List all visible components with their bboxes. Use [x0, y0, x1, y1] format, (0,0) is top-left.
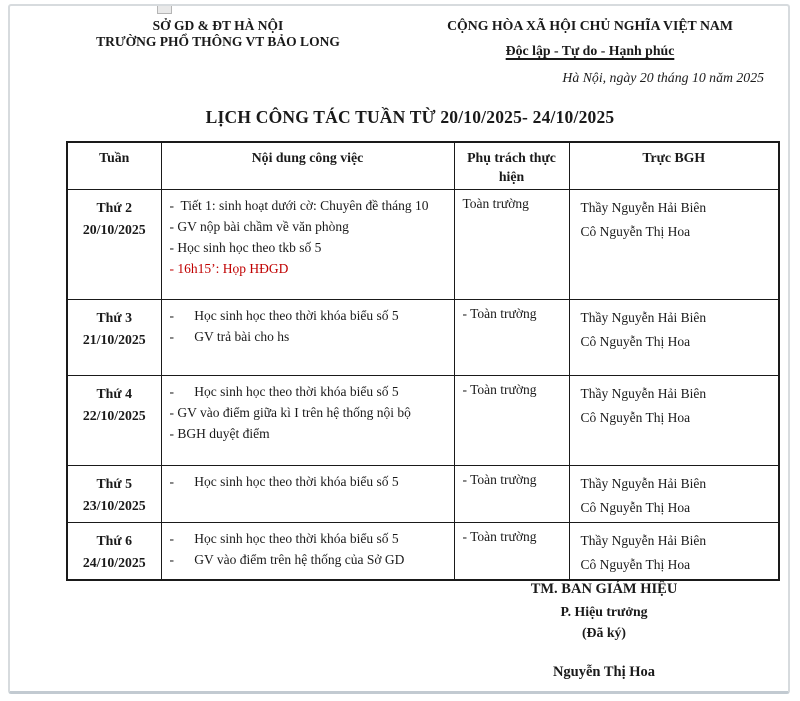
signoff-on-behalf: TM. BAN GIÁM HIỆU [530, 581, 678, 597]
duty-cell [569, 522, 779, 580]
tasks-cell [161, 189, 454, 299]
day-label: Thứ 5 [96, 475, 132, 491]
task-line: - Học sinh học theo tkb số 5 [169, 239, 322, 255]
duty-person: Thầy Nguyễn Hải Biên [580, 385, 707, 401]
duty-person: Cô Nguyễn Thị Hoa [580, 499, 691, 515]
column-header-week: Tuần [67, 142, 161, 189]
tasks-cell [161, 522, 454, 580]
task-line: - GV nộp bài chầm về văn phòng [169, 218, 349, 234]
date-label: 22/10/2025 [82, 407, 146, 423]
task-line: - GV vào điểm trên hệ thống của Sở GD [169, 551, 405, 567]
table-row [67, 522, 779, 580]
date-label: 21/10/2025 [82, 331, 146, 347]
day-cell [67, 189, 161, 299]
task-line: - Tiết 1: sinh hoạt dưới cờ: Chuyên đề tháng 10 [169, 197, 429, 213]
task-line-highlighted: - 16h15’: Họp HĐGD [169, 260, 289, 276]
in-charge-cell: - Toàn trường [454, 375, 569, 465]
top-edge-artifact [157, 6, 172, 14]
tasks-cell [161, 465, 454, 522]
task-line: - Học sinh học theo thời khóa biểu số 5 [169, 530, 399, 546]
in-charge-cell: - Toàn trường [454, 522, 569, 580]
duty-person: Thầy Nguyễn Hải Biên [580, 532, 707, 548]
day-label: Thứ 6 [96, 532, 132, 548]
table-row [67, 465, 779, 522]
duty-person: Cô Nguyễn Thị Hoa [580, 333, 691, 349]
duty-person: Thầy Nguyễn Hải Biên [580, 309, 707, 325]
day-cell [67, 522, 161, 580]
table-row [67, 189, 779, 299]
duty-person: Cô Nguyễn Thị Hoa [580, 223, 691, 239]
signoff-signed-note: (Đã ký) [581, 625, 627, 640]
duty-person: Cô Nguyễn Thị Hoa [580, 409, 691, 425]
date-label: 20/10/2025 [82, 221, 146, 237]
national-motto: Độc lập - Tự do - Hạnh phúc [505, 43, 675, 58]
table-row [67, 375, 779, 465]
country-name: CỘNG HÒA XÃ HỘI CHỦ NGHĨA VIỆT NAM [447, 18, 733, 33]
column-header-duty-bgh: Trực BGH [569, 142, 779, 189]
day-label: Thứ 2 [96, 199, 132, 215]
date-label: 23/10/2025 [82, 497, 146, 513]
task-line: - GV trả bài cho hs [169, 328, 290, 344]
day-cell [67, 465, 161, 522]
duty-cell [569, 465, 779, 522]
duty-cell [569, 375, 779, 465]
day-label: Thứ 4 [96, 385, 132, 401]
signature-name: Nguyễn Thị Hoa [552, 664, 656, 680]
page-title: LỊCH CÔNG TÁC TUẦN TỪ 20/10/2025- 24/10/2025 [205, 107, 615, 127]
duty-person: Cô Nguyễn Thị Hoa [580, 556, 691, 572]
tasks-cell [161, 299, 454, 375]
day-cell [67, 299, 161, 375]
document-page [8, 4, 790, 694]
duty-person: Thầy Nguyễn Hải Biên [580, 199, 707, 215]
table-row [67, 299, 779, 375]
duty-cell [569, 189, 779, 299]
signature-block [444, 578, 764, 681]
task-line: - Học sinh học theo thời khóa biểu số 5 [169, 383, 399, 399]
task-line: - GV vào điểm giữa kì I trên hệ thống nội bộ [169, 404, 411, 420]
date-line: Hà Nội, ngày 20 tháng 10 năm 2025 [562, 70, 764, 85]
task-line: - Học sinh học theo thời khóa biểu số 5 [169, 307, 399, 323]
task-line: - BGH duyệt điểm [169, 425, 270, 441]
in-charge-cell: - Toàn trường [454, 465, 569, 522]
column-header-content: Nội dung công việc [161, 142, 454, 189]
in-charge-cell: Toàn trường [454, 189, 569, 299]
column-header-in-charge: Phụ trách thực hiện [454, 142, 569, 189]
table-header-row [67, 142, 779, 189]
signoff-position: P. Hiệu trưởng [560, 604, 648, 619]
header-left-block [38, 18, 398, 50]
tasks-cell [161, 375, 454, 465]
in-charge-cell: - Toàn trường [454, 299, 569, 375]
schedule-table [66, 141, 780, 581]
duty-person: Thầy Nguyễn Hải Biên [580, 475, 707, 491]
department-name: SỞ GD & ĐT HÀ NỘI [152, 18, 284, 33]
task-line: - Học sinh học theo thời khóa biểu số 5 [169, 473, 399, 489]
day-cell [67, 375, 161, 465]
day-label: Thứ 3 [96, 309, 132, 325]
duty-cell [569, 299, 779, 375]
header-right-block [414, 17, 766, 86]
school-name: TRƯỜNG PHỔ THÔNG VT BẢO LONG [96, 34, 340, 49]
date-label: 24/10/2025 [82, 554, 146, 570]
